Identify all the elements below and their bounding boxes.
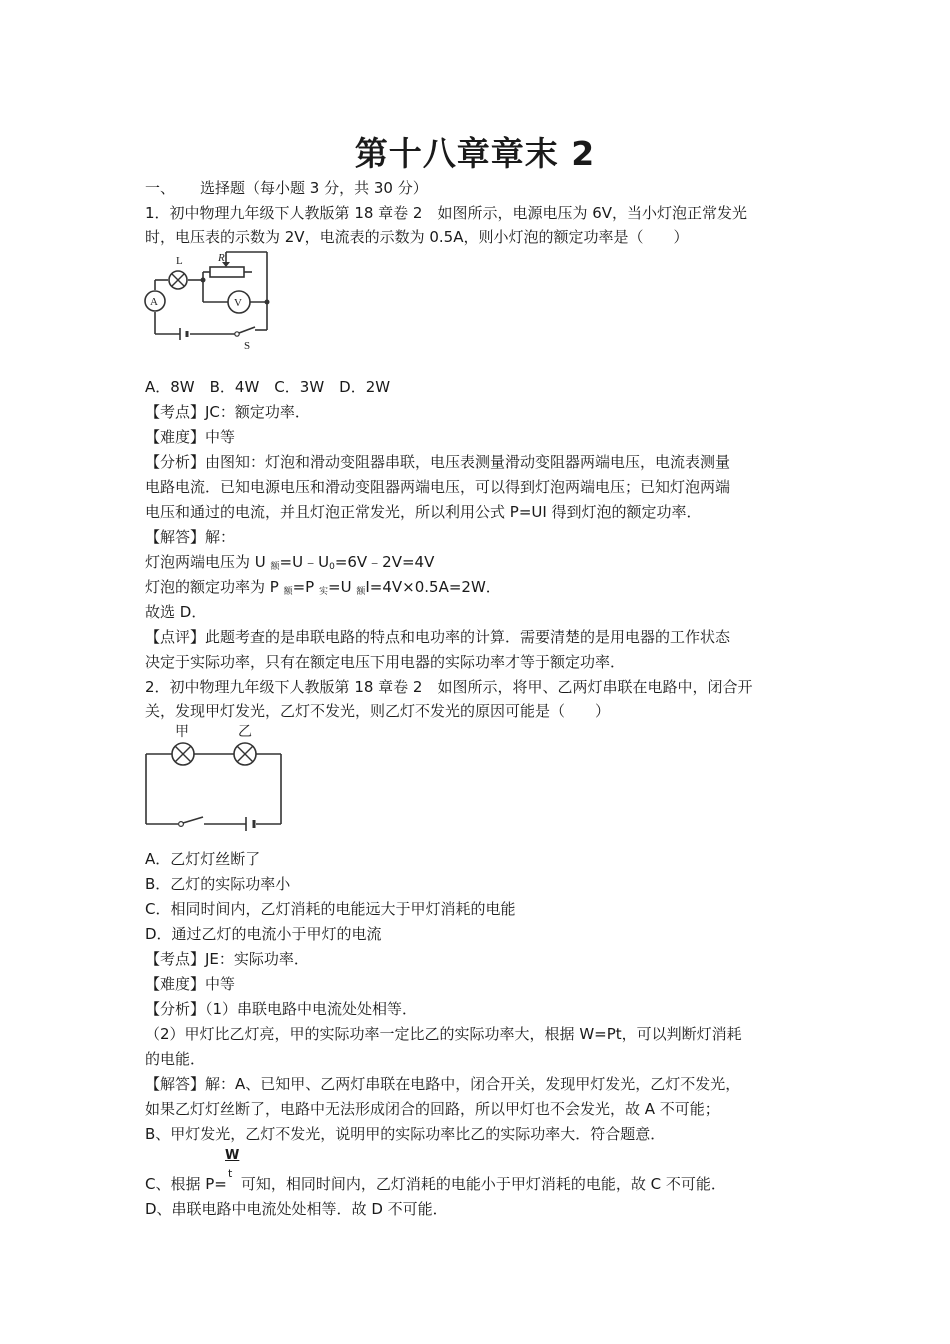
formula-prefix: C、根据 P= (145, 1175, 227, 1193)
rheostat-label: R (218, 252, 225, 264)
section-text: 选择题（每小题 3 分，共 30 分） (200, 179, 428, 197)
q2-circuit-diagram (140, 720, 288, 835)
q2-kaodian: 【考点】JE：实际功率． (145, 950, 309, 968)
q2-option-b: B．乙灯的实际功率小 (145, 875, 291, 893)
q2-jieda-line4 (145, 1174, 726, 1194)
section-heading (145, 178, 428, 198)
q1-options: A．8W B．4W C．3W D．2W (145, 378, 391, 396)
q2-jieda-line1: 【解答】解：A、已知甲、乙两灯串联在电路中，闭合开关，发现甲灯发光，乙灯不发光， (145, 1075, 741, 1093)
q1-step1: 灯泡两端电压为 U $_额=U﹣U_0=6V﹣2V=4V$ (145, 553, 435, 572)
formula-suffix: 可知，相同时间内，乙灯消耗的电能小于甲灯消耗的电能，故 C 不可能． (240, 1175, 726, 1193)
switch-symbol (235, 327, 255, 336)
lamp-jia-label: 甲 (175, 724, 189, 740)
lamp-l-label: L (176, 255, 183, 267)
q2-fenxi-line1: 【分析】（1）串联电路中电流处处相等． (145, 1000, 418, 1018)
lamp-jia-symbol (172, 743, 194, 765)
lamp-l-symbol (169, 271, 187, 289)
q2-stem-line1: 2．初中物理九年级下人教版第 18 章卷 2 如图所示，将甲、乙两灯串联在电路中，闭合开 (145, 678, 753, 696)
q1-fenxi-line3: 电压和通过的电流，并且灯泡正常发光，所以利用公式 P=UI 得到灯泡的额定功率． (145, 503, 702, 521)
ammeter-label: A (150, 296, 158, 308)
lamp-yi-symbol (234, 743, 256, 765)
page-title: 第十八章章末 2 (354, 134, 596, 173)
voltmeter-label: V (234, 297, 242, 309)
q1-fenxi-line2: 电路电流．已知电源电压和滑动变阻器两端电压，可以得到灯泡两端电压；已知灯泡两端 (145, 478, 731, 496)
q1-stem-line1: 1．初中物理九年级下人教版第 18 章卷 2 如图所示，电源电压为 6V，当小灯泡正常发光 (145, 204, 748, 222)
q1-step2: 灯泡的额定功率为 P $_额$=P $_实$=U $_额$I=4V×0.5A=2W． (145, 578, 501, 597)
q2-nandu: 【难度】中等 (145, 975, 236, 993)
junction-dot (201, 278, 206, 283)
q1-jieda: 【解答】解： (145, 528, 236, 546)
junction-dot (265, 300, 270, 305)
switch-label: S (244, 340, 251, 352)
fraction-denominator: t (228, 1167, 233, 1180)
q1-conclusion: 故选 D． (145, 603, 207, 621)
fraction-numerator: W (225, 1148, 240, 1163)
switch-symbol (179, 817, 203, 826)
q2-option-d: D．通过乙灯的电流小于甲灯的电流 (145, 925, 382, 943)
q1-stem-line2: 时，电压表的示数为 2V，电流表的示数为 0.5A，则小灯泡的额定功率是（ ） (145, 228, 689, 246)
q2-fenxi-line3: 的电能． (145, 1050, 206, 1068)
q2-jieda-line5: D、串联电路中电流处处相等．故 D 不可能． (145, 1200, 448, 1218)
rheostat-symbol (210, 267, 244, 277)
q1-kaodian: 【考点】JC：额定功率． (145, 403, 310, 421)
q2-jieda-line2: 如果乙灯灯丝断了，电路中无法形成闭合的回路，所以甲灯也不会发光，故 A 不可能； (145, 1100, 720, 1118)
q2-option-c: C．相同时间内，乙灯消耗的电能远大于甲灯消耗的电能 (145, 900, 516, 918)
q1-nandu: 【难度】中等 (145, 428, 236, 446)
q1-fenxi-line1: 【分析】由图知：灯泡和滑动变阻器串联，电压表测量滑动变阻器两端电压，电流表测量 (145, 453, 731, 471)
q2-fenxi-line2: （2）甲灯比乙灯亮，甲的实际功率一定比乙的实际功率大，根据 W=Pt，可以判断灯消耗 (145, 1025, 742, 1043)
q1-circuit-diagram (140, 248, 280, 353)
section-number: 一、 (145, 179, 176, 197)
q2-jieda-line3: B、甲灯发光，乙灯不发光，说明甲的实际功率比乙的实际功率大．符合题意． (145, 1125, 666, 1143)
lamp-yi-label: 乙 (238, 724, 252, 740)
battery-symbol (180, 328, 187, 340)
q1-dianping-line2: 决定于实际功率，只有在额定电压下用电器的实际功率才等于额定功率． (145, 653, 626, 671)
q2-stem-line2: 关，发现甲灯发光，乙灯不发光，则乙灯不发光的原因可能是（ ） (145, 702, 611, 720)
q1-dianping-line1: 【点评】此题考查的是串联电路的特点和电功率的计算．需要清楚的是用电器的工作状态 (145, 628, 731, 646)
q2-option-a: A．乙灯灯丝断了 (145, 850, 261, 868)
battery-symbol (246, 817, 254, 831)
